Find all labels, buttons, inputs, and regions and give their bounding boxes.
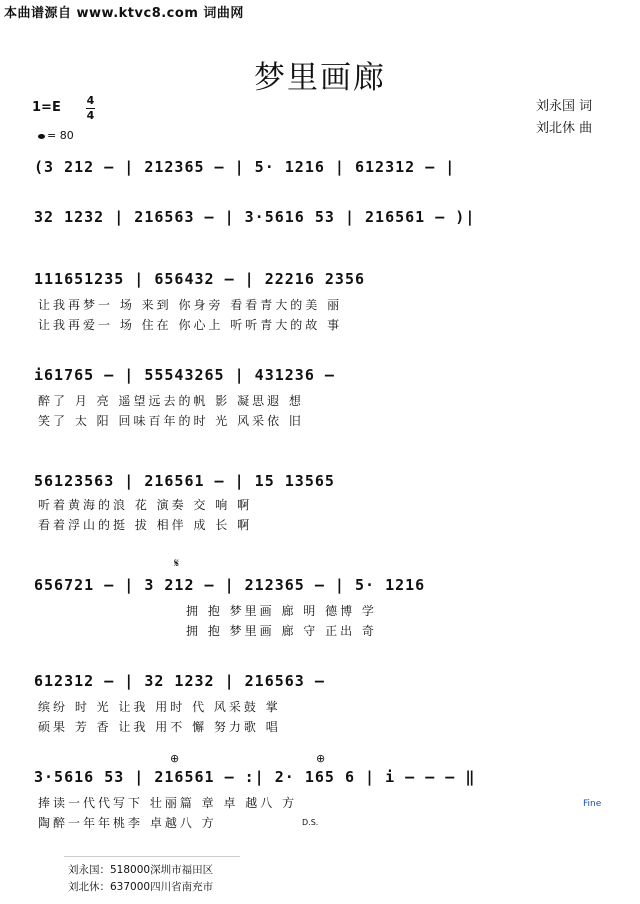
staff-line-6-lyric-2: 拥 抱 梦里画 廊 守 正出 奇 [186, 624, 377, 638]
staff-line-6-notes: 656721 – | 3 212 – | 212365 – | 5· 1216 [34, 576, 426, 594]
coda-icon-2: ⊕ [316, 752, 326, 765]
footer-address-2: 刘北休：637000四川省南充市 [68, 881, 214, 893]
staff-line-3-lyric-2: 让我再爱一 场 住在 你心上 听听青大的故 事 [38, 318, 343, 332]
staff-line-1-notes: (3 212 – | 212365 – | 5· 1216 | 612312 – | [34, 158, 456, 176]
time-signature [86, 95, 95, 122]
staff-line-2-notes: 32 1232 | 216563 – | 3·5616 53 | 216561 – )| [34, 208, 476, 226]
staff-line-8-lyric-1: 捧读一代代写下 壮丽篇 章 卓 越八 方 [38, 796, 298, 810]
source-header: 本曲谱源自 www.ktvc8.com 词曲网 [4, 6, 244, 21]
staff-line-4-lyric-2: 笑了 太 阳 回味百年的时 光 风采依 旧 [38, 414, 304, 428]
staff-line-8-lyric-2: 陶醉一年年桃李 卓越八 方 [38, 816, 217, 830]
staff-line-7-lyric-2: 硕果 芳 香 让我 用不 懈 努力歌 唱 [38, 720, 281, 734]
staff-line-5-lyric-2: 看着浮山的挺 拔 相伴 成 长 啊 [38, 518, 253, 532]
fine-marking: Fine [583, 799, 602, 809]
lyricist-credit: 刘永国 词 [536, 99, 593, 114]
tempo-marking [38, 129, 74, 142]
tempo-value: = 80 [47, 129, 74, 142]
ds-marking: D.S. [302, 818, 319, 827]
time-signature-top: 4 [86, 94, 95, 107]
composer-credit: 刘北休 曲 [536, 121, 593, 136]
staff-line-7-notes: 612312 – | 32 1232 | 216563 – [34, 672, 325, 690]
staff-line-3-notes: 111651235 | 656432 – | 22216 2356 [34, 270, 366, 288]
quarter-note-icon [38, 134, 45, 139]
staff-line-7-lyric-1: 缤纷 时 光 让我 用时 代 风采鼓 掌 [38, 700, 281, 714]
song-title: 梦里画廊 [254, 60, 386, 96]
staff-line-4-lyric-1: 醉了 月 亮 遥望远去的帆 影 凝思遐 想 [38, 394, 304, 408]
staff-line-4-notes: i61765 – | 55543265 | 431236 – [34, 366, 335, 384]
staff-line-5-lyric-1: 听着黄海的浪 花 演奏 交 响 啊 [38, 498, 253, 512]
time-signature-bottom: 4 [86, 109, 95, 122]
staff-line-5-notes: 56123563 | 216561 – | 15 13565 [34, 472, 335, 490]
footer-address-1: 刘永国：518000深圳市福田区 [68, 864, 214, 876]
coda-icon-1: ⊕ [170, 752, 180, 765]
segno-icon: 𝄋 [174, 556, 180, 570]
staff-line-3-lyric-1: 让我再梦一 场 来到 你身旁 看看青大的美 丽 [38, 298, 343, 312]
key-signature: 1=E [32, 100, 61, 115]
staff-line-8-notes: 3·5616 53 | 216561 – :| 2· 165 6 | i – – – ‖ [34, 768, 476, 786]
staff-line-6-lyric-1: 拥 抱 梦里画 廊 明 德博 学 [186, 604, 377, 618]
